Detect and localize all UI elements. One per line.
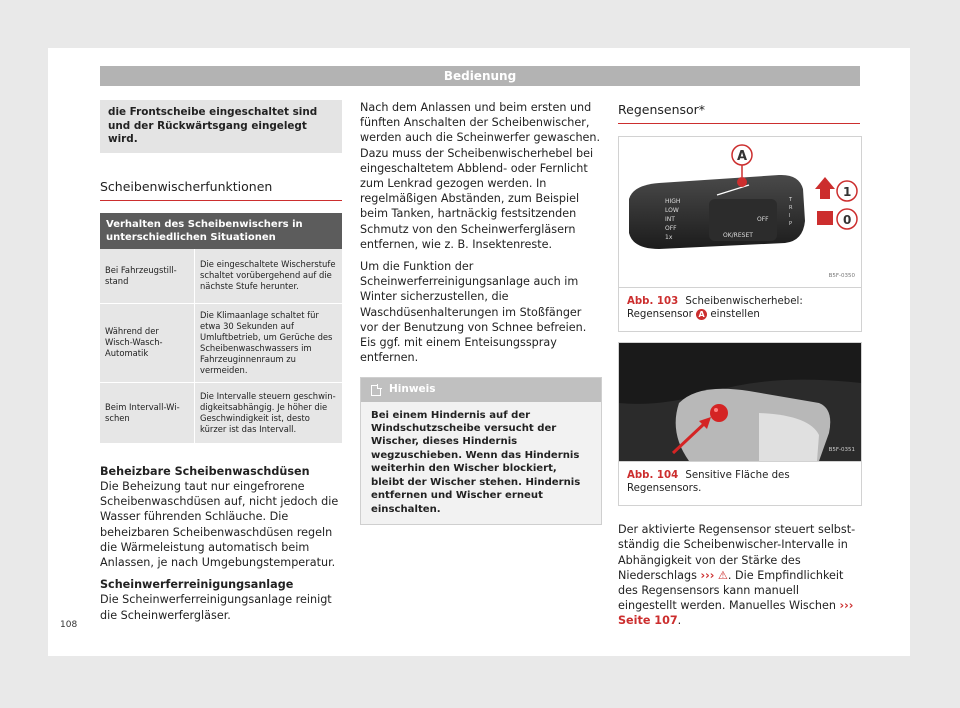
svg-text:OK/RESET: OK/RESET — [723, 232, 753, 240]
position-zero-marker — [817, 211, 833, 225]
svg-text:LOW: LOW — [665, 207, 679, 215]
svg-text:I: I — [789, 213, 791, 220]
figure-104 — [618, 342, 862, 506]
warning-icon: ⚠ — [717, 568, 728, 582]
headlamp-washer-title: Scheinwerferreinigungsanlage — [100, 578, 294, 592]
figure-label: Abb. 103 — [627, 296, 679, 308]
rain-sensor-image — [619, 343, 861, 462]
figure-103-caption — [619, 288, 861, 331]
sensor-marker-dot — [737, 177, 747, 187]
table-cell-behavior: Die Klimaanlage schaltet für etwa 30 Sekunden auf Umluftbetrieb, um Gerüche des Scheibenwaschwassers im Fahrzeuginnenraum zu vermeiden. — [195, 303, 343, 382]
page-number: 108 — [60, 620, 78, 630]
caption-text-end: einstellen — [710, 309, 760, 321]
figure-103 — [618, 136, 862, 332]
table-row — [100, 382, 342, 443]
table-row — [100, 249, 342, 304]
rain-sensor-illustration — [619, 343, 861, 461]
marker-a-badge: A — [696, 309, 707, 320]
svg-text:T: T — [789, 197, 793, 204]
note-icon — [371, 385, 381, 396]
section-title-rain-sensor: Regensensor* — [618, 102, 860, 124]
caption-text: Scheibenwischerhebel: Regensensor — [627, 296, 803, 321]
text-end: . — [677, 614, 682, 628]
text-main: Der aktivierte Regensensor steuert selbstständig die Scheibenwischer-Intervalle in Abhängigkeit von der Stärke des Niederschlags — [618, 523, 856, 582]
table-cell-situation: Während der Wisch-Wasch-Automatik — [100, 303, 195, 382]
wiper-lever-image — [619, 137, 861, 288]
text-mid: . Die Empfindlichkeit des Regensensors kann manuell eingestellt werden. Manuelles Wischen — [618, 568, 844, 613]
sensor-dot — [710, 404, 728, 422]
intro-box: die Frontscheibe eingeschaltet sind und der Rückwärtsgang eingelegt wird. — [100, 100, 342, 153]
table-cell-behavior: Die Intervalle steuern geschwindigkeitsabhängig. Je höher die Geschwindigkeit ist, desto kürzer ist das Intervall. — [195, 382, 343, 443]
svg-text:INT: INT — [665, 216, 675, 224]
svg-text:P: P — [789, 221, 793, 228]
hint-title: Hinweis — [389, 383, 436, 396]
arrow-up-icon — [815, 177, 835, 199]
table-row — [100, 303, 342, 382]
svg-text:OFF: OFF — [665, 225, 677, 233]
column-1 — [100, 100, 342, 630]
svg-text:HIGH: HIGH — [665, 198, 681, 206]
hint-header — [361, 378, 601, 401]
svg-text:1x: 1x — [665, 234, 673, 242]
wiper-lever-illustration — [619, 137, 861, 287]
table-cell-situation: Bei Fahrzeugstillstand — [100, 249, 195, 304]
table-cell-situation: Beim Intervall-Wischen — [100, 382, 195, 443]
column-2 — [360, 100, 602, 525]
link-chevrons[interactable]: ››› — [700, 568, 715, 582]
table-cell-behavior: Die eingeschaltete Wischerstufe schaltet vorübergehend auf die nächste Stufe herunter. — [195, 249, 343, 304]
paragraph-headlamp-wash: Nach dem Anlassen und beim ersten und fünften Anschalten der Scheibenwischer, werden auch die Scheinwerfer gewaschen. Dazu muss der Scheibenwischerhebel bei eingeschaltetem Abblend- oder Fernlicht zum Lenkrad gezogen werden. In regelmäßigen Abständen, zum Beispiel beim Tanken, hartnäckig festsitzenden Schmutz von den Scheinwerfergläsern entfernen, wie z. B. Insektenreste. — [360, 101, 601, 251]
figure-label: Abb. 104 — [627, 470, 679, 482]
image-code: B5F-0351 — [828, 447, 855, 453]
paragraph-winter: Um die Funktion der Scheinwerferreinigungsanlage auch im Winter sicherzustellen, die Waschdüsenhalterungen im Stoßfänger vor der Benutzung von Schnee befreien. Eis ggf. mit einem Enteisungsspray entfernen. — [360, 260, 587, 365]
svg-text:R: R — [789, 205, 793, 212]
table-header: Verhalten des Scheibenwischers in unterschiedlichen Situationen — [100, 213, 342, 249]
num-1: 1 — [843, 185, 852, 200]
hint-box — [360, 377, 602, 524]
heated-nozzles-text: Die Beheizung taut nur eingefrorene Scheibenwaschdüsen auf, nicht jedoch die Wasser führenden Schläuche. Die beheizbaren Scheibenwaschdüsen regeln die Wärmeleistung automatisch beim Anlassen, je nach Umgebungstemperatur. — [100, 479, 339, 569]
page-reference-link[interactable]: ››› Seite 107 — [618, 599, 854, 628]
num-0: 0 — [843, 213, 852, 228]
column-3 — [618, 100, 860, 636]
image-code: B5F-0350 — [828, 273, 855, 279]
rain-sensor-text — [618, 522, 860, 628]
section-title-wiper-functions: Scheibenwischerfunktionen — [100, 179, 342, 201]
wiper-behavior-table — [100, 213, 342, 444]
caption-text: Sensitive Fläche des Regensensors. — [627, 470, 790, 495]
hint-text: Bei einem Hindernis auf der Windschutzscheibe versucht der Wischer, dieses Hindernis wegzuschieben. Wenn das Hindernis weiterhin den Wischer blockiert, bleibt der Wischer stehen. Hindernis entfernen und Wischer erneut einschalten. — [371, 409, 581, 515]
page-header: Bedienung — [100, 66, 860, 86]
figure-104-caption — [619, 462, 861, 505]
heated-nozzles-title: Beheizbare Scheibenwaschdüsen — [100, 464, 310, 478]
svg-text:A: A — [737, 149, 748, 165]
svg-text:OFF: OFF — [757, 216, 769, 224]
headlamp-washer-text: Die Scheinwerferreinigungsanlage reinigt die Scheinwerfergläser. — [100, 593, 332, 622]
